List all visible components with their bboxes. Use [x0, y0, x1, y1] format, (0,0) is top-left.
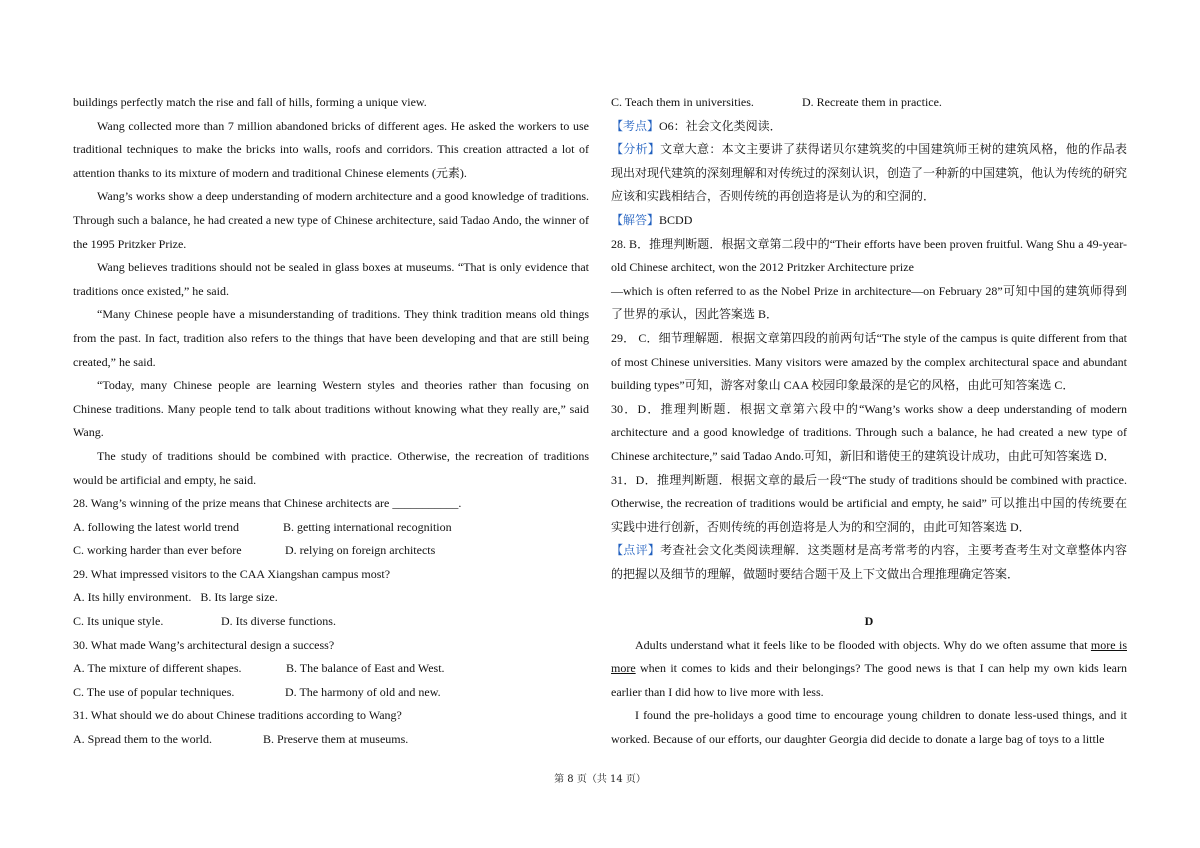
paragraph: Wang’s works show a deep understanding of modern architecture and a good knowledge of traditions. Through such a balance, he had created a new type of Chinese architecture, said Tadao Ando, the winner of the 1995 Pritzker Prize. — [73, 189, 589, 251]
kaodian-section — [611, 115, 1127, 139]
underlined-phrase: more is more — [611, 637, 1127, 676]
jieda-text: BCDD — [659, 212, 693, 227]
kaodian-text: O6：社会文化类阅读． — [659, 118, 782, 133]
question-31-options-row2 — [611, 91, 1127, 115]
option-c: C. Its unique style. — [73, 614, 164, 629]
question-30-options-row2 — [73, 681, 589, 705]
option-d: D. relying on foreign architects — [285, 543, 436, 558]
option-a: A. Spread them to the world. — [73, 732, 212, 747]
option-c: C. Teach them in universities. — [611, 95, 754, 109]
option-b: B. getting international recognition — [283, 519, 452, 534]
right-column — [611, 91, 1127, 752]
option-c: C. The use of popular techniques. — [73, 684, 235, 699]
option-d: D. The harmony of old and new. — [285, 684, 441, 699]
passage-d-paragraph — [611, 634, 1127, 705]
question-28-options-row1 — [73, 516, 589, 540]
paragraph: buildings perfectly match the rise and fall of hills, forming a unique view. — [73, 95, 427, 109]
option-d: D. Its diverse functions. — [221, 614, 336, 629]
dianping-tag: 【点评】 — [611, 543, 661, 558]
option-b: B. Preserve them at museums. — [263, 732, 409, 747]
paragraph: Wang collected more than 7 million abandoned bricks of different ages. He asked the workers to use traditional techniques to make the bricks into walls, roofs and corridors. This creation attracted a lot of attention thanks to its mixture of modern and traditional Chinese elements (元素). — [73, 118, 589, 180]
passage-text: when it comes to kids and their belongings? The good news is that I can help my own kids learn earlier than I did how to live more with less. — [611, 661, 1127, 699]
fenxi-section — [611, 138, 1127, 209]
jieda-tag: 【解答】 — [611, 212, 660, 227]
paragraph: “Today, many Chinese people are learning Western styles and theories rather than focusing on Chinese traditions. Many people tend to talk about traditions without knowing what they really are,” said Wang. — [73, 378, 589, 440]
fenxi-text: 文章大意：本文主要讲了获得诺贝尔建筑奖的中国建筑师王树的建筑风格，他的作品表现出对现代建筑的深刻理解和对传统过的深刻认识，创造了一种新的中国建筑，他认为传统的研究应该和实践相结合，否则传统的再创造将是认为的和空洞的． — [611, 142, 1128, 204]
page-footer: 第 8 页（共 14 页） — [554, 774, 646, 785]
paragraph: “Many Chinese people have a misunderstanding of traditions. They think tradition means old things from the past. In fact, tradition also refers to the things that have been developing and that are still being created,” he said. — [73, 307, 589, 369]
jieda-section — [611, 209, 1127, 233]
passage-text: Adults understand what it feels like to be flooded with objects. Why do we often assume that — [635, 637, 1091, 652]
section-heading: D — [864, 614, 874, 629]
option-c: C. working harder than ever before — [73, 543, 242, 558]
answer-29: 29． C．细节理解题．根据文章第四段的前两句话“The style of the campus is quite different from that of most Chinese universities. Many visitors were amazed by the complex architectural space and abundant building types”可知，游客对象山 CAA 校园印象最深的是它的风格，由此可知答案选 C． — [611, 330, 1127, 393]
question-29-options-ab: A. Its hilly environment. B. Its large size. — [73, 590, 278, 605]
option-a: A. following the latest world trend — [73, 519, 239, 534]
paragraph: Wang believes traditions should not be sealed in glass boxes at museums. “That is only evidence that traditions once existed,” he said. — [73, 260, 589, 298]
fenxi-tag: 【分析】 — [611, 142, 661, 157]
question-31: 31. What should we do about Chinese traditions according to Wang? — [73, 708, 402, 723]
option-d: D. Recreate them in practice. — [802, 95, 942, 109]
answer-28: 28. B．推理判断题．根据文章第二段中的“Their efforts have been proven fruitful. Wang Shu a 49-year-old Chinese architect, won the 2012 Pritzker Architecture prize — [611, 236, 1127, 275]
dianping-section — [611, 539, 1127, 586]
question-29: 29. What impressed visitors to the CAA Xiangshan campus most? — [73, 566, 391, 581]
left-column — [73, 91, 589, 752]
question-30: 30. What made Wang’s architectural design a success? — [73, 637, 335, 652]
answer-28-cont: —which is often referred to as the Nobel Prize in architecture—on February 28”可知中国的建筑师得到了世界的承认，因此答案选 B． — [611, 283, 1127, 322]
passage-d-paragraph: I found the pre-holidays a good time to encourage young children to donate less-used things, and it worked. Because of our efforts, our daughter Georgia did decide to donate a large bag of toys to a little — [611, 708, 1127, 747]
option-a: A. The mixture of different shapes. — [73, 661, 242, 676]
question-29-options-row2 — [73, 610, 589, 634]
question-28-options-row2 — [73, 539, 589, 563]
kaodian-tag: 【考点】 — [611, 118, 660, 133]
answer-31: 31．D．推理判断题．根据文章的最后一段“The study of traditions should be combined with practice. Otherwise, the recreation of traditions would be artificial and empty, he said” 可以推出中国的传统要在实践中进行创新，否则传统的再创造将是人为的和空洞的，由此可知答案选 D． — [611, 472, 1127, 534]
option-b: B. The balance of East and West. — [286, 661, 445, 676]
question-30-options-row1 — [73, 657, 589, 681]
dianping-text: 考查社会文化类阅读理解．这类题材是高考常考的内容，主要考查考生对文章整体内容的把握以及细节的理解，做题时要结合题干及上下文做出合理推理确定答案． — [611, 543, 1127, 581]
spacer — [611, 586, 1127, 610]
question-31-options-row1 — [73, 728, 589, 752]
question-28: 28. Wang’s winning of the prize means that Chinese architects are ___________. — [73, 496, 462, 511]
answer-30: 30．D．推理判断题．根据文章第六段中的“Wang’s works show a deep understanding of modern architecture and a good knowledge of traditions. Through such a balance, he had created a new type of Chinese architecture,” said Tadao Ando.可知，新旧和谐使王的建筑设计成功，由此可知答案选 D． — [611, 401, 1127, 463]
paragraph: The study of traditions should be combined with practice. Otherwise, the recreation of traditions would be artificial and empty, he said. — [73, 448, 589, 487]
